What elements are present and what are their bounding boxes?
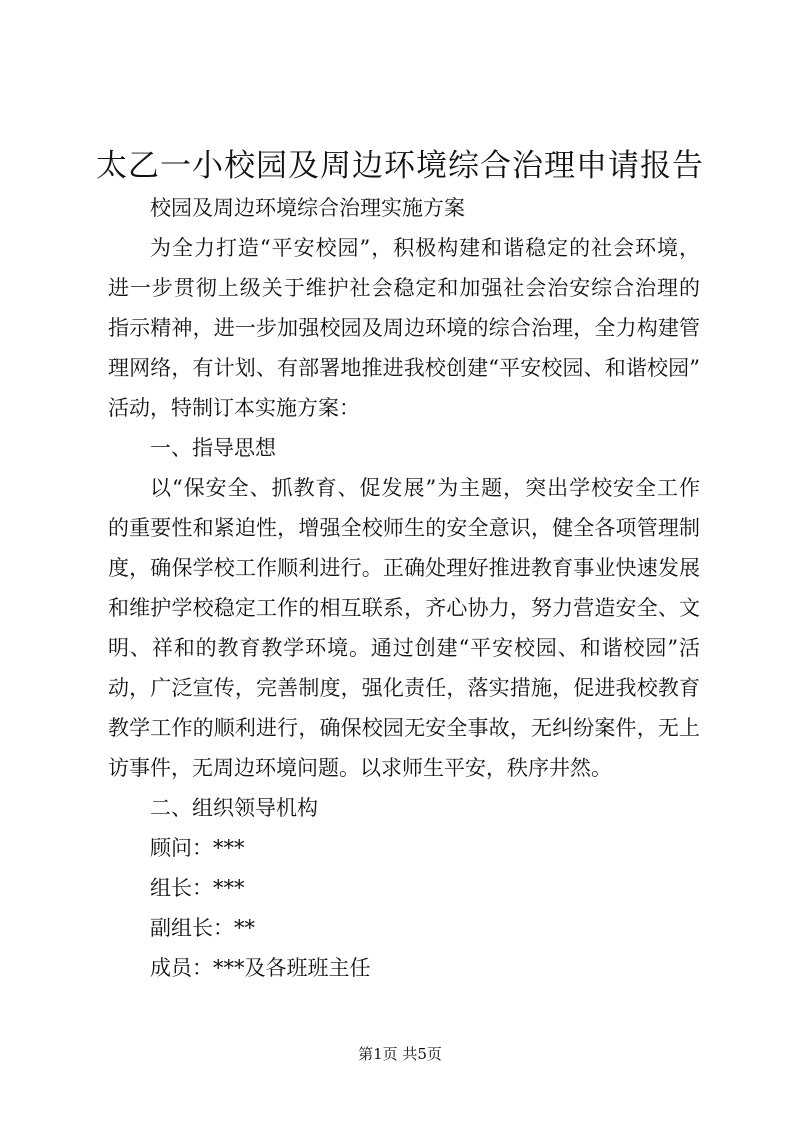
- page-footer: 第1页 共5页: [358, 1045, 442, 1063]
- intro-line: 理网络，有计划、有部署地推进我校创建“平安校园、和谐校园”: [108, 356, 700, 380]
- section1-line: 教学工作的顺利进行，确保校园无安全事故，无纠纷案件，无上: [108, 716, 700, 740]
- intro-paragraph: [108, 228, 700, 428]
- member-leader: 组长：***: [150, 876, 245, 900]
- section-heading-guiding-ideology: 一、指导思想: [150, 436, 276, 460]
- guiding-ideology-paragraph: [108, 468, 700, 788]
- intro-line: 指示精神，进一步加强校园及周边环境的综合治理，全力构建管: [108, 316, 700, 340]
- member-advisor: 顾问：***: [150, 836, 245, 860]
- section1-line: 以“保安全、抓教育、促发展”为主题，突出学校安全工作: [150, 476, 700, 500]
- section1-line: 的重要性和紧迫性，增强全校师生的安全意识，健全各项管理制: [108, 516, 700, 540]
- section1-line: 动，广泛宣传，完善制度，强化责任，落实措施，促进我校教育: [108, 676, 700, 700]
- section1-line: 度，确保学校工作顺利进行。正确处理好推进教育事业快速发展: [108, 556, 700, 580]
- member-deputy-leader: 副组长：**: [150, 916, 255, 940]
- section1-line: 和维护学校稳定工作的相互联系，齐心协力，努力营造安全、文: [108, 596, 700, 620]
- subtitle: 校园及周边环境综合治理实施方案: [150, 196, 465, 220]
- intro-line: 活动，特制订本实施方案：: [108, 396, 360, 420]
- section1-line: 访事件，无周边环境问题。以求师生平安，秩序井然。: [108, 756, 612, 780]
- section-heading-organization: 二、组织领导机构: [150, 796, 318, 820]
- document-body: [108, 188, 700, 988]
- intro-line: 进一步贯彻上级关于维护社会稳定和加强社会治安综合治理的: [108, 276, 700, 300]
- member-members: 成员：***及各班班主任: [150, 956, 371, 980]
- intro-line: 为全力打造“平安校园”，积极构建和谐稳定的社会环境，: [150, 236, 700, 260]
- section1-line: 明、祥和的教育教学环境。通过创建“平安校园、和谐校园”活: [108, 636, 700, 660]
- document-title: 太乙一小校园及周边环境综合治理申请报告: [96, 148, 704, 184]
